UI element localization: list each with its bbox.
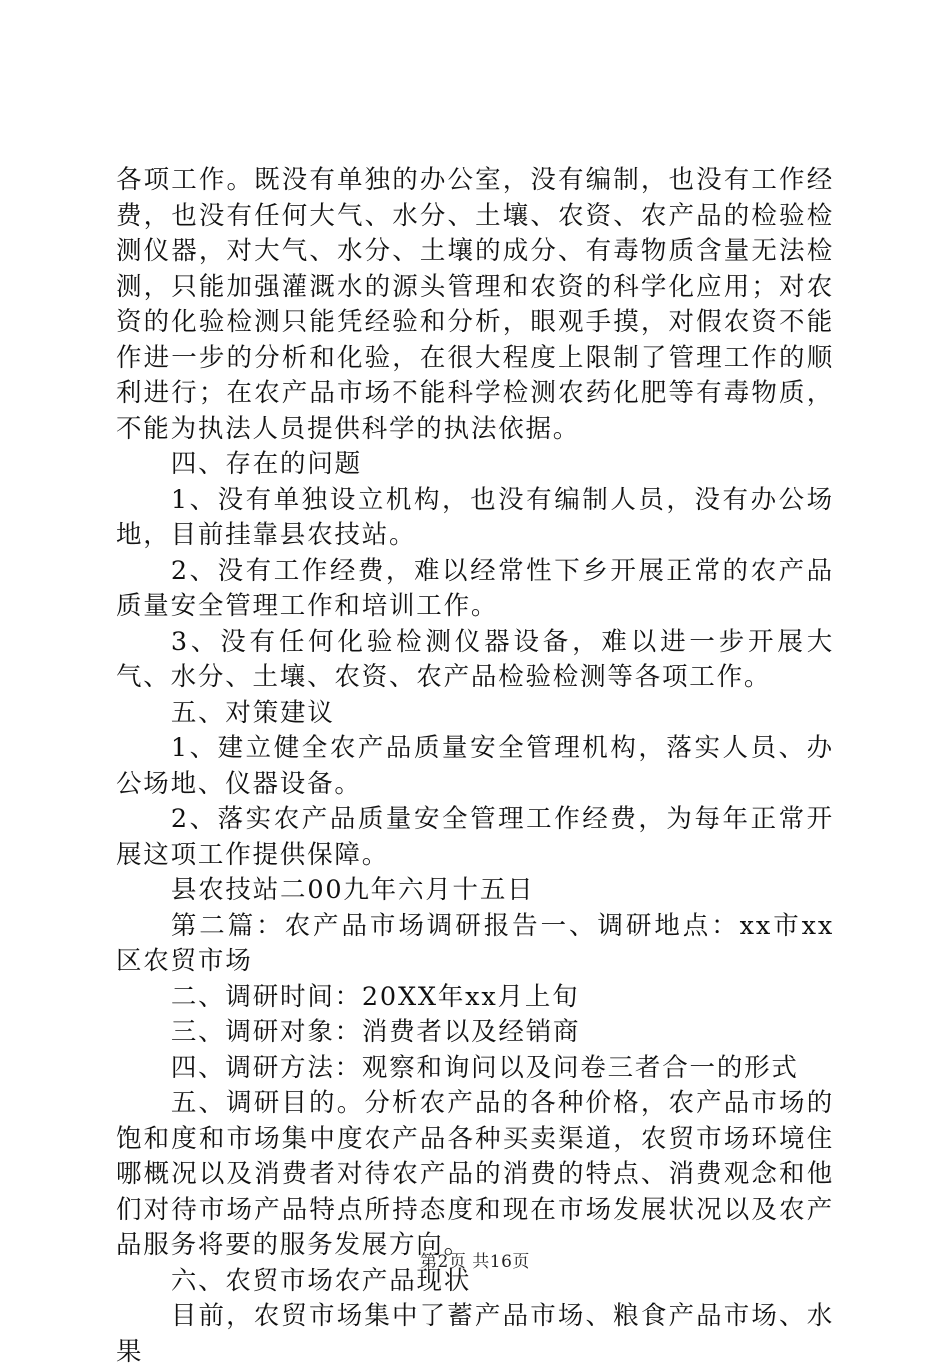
list-item: 1、没有单独设立机构，也没有编制人员，没有办公场地，目前挂靠县农技站。	[116, 484, 834, 550]
list-item: 1、建立健全农产品质量安全管理机构，落实人员、办公场地、仪器设备。	[116, 733, 834, 799]
section-heading: 四、存在的问题	[170, 449, 362, 479]
paragraph: 三、调研对象：消费者以及经销商	[170, 1017, 581, 1047]
list-item: 3、没有任何化验检测仪器设备，难以进一步开展大气、水分、土壤、农资、农产品检验检测等各项工作。	[116, 626, 834, 692]
section-heading: 六、农贸市场农产品现状	[170, 1265, 472, 1296]
list-item: 2、没有工作经费，难以经常性下乡开展正常的农产品质量安全管理工作和培训工作。	[116, 555, 834, 621]
paragraph: 五、调研目的。分析农产品的各种价格，农产品市场的饱和度和市场集中度农产品各种买卖渠道，农贸市场环境住哪概况以及消费者对待农产品的消费的特点、消费观念和他们对待市场产品特点所持态度和现在市场发展状况以及农产品服务将要的服务发展方向。	[116, 1088, 834, 1260]
paragraph: 各项工作。既没有单独的办公室，没有编制，也没有工作经费，也没有任何大气、水分、土壤、农资、农产品的检验检测仪器，对大气、水分、土壤的成分、有毒物质含量无法检测，只能加强灌溉水的源头管理和农资的科学化应用；对农资的化验检测只能凭经验和分析，眼观手摸，对假农资不能作进一步的分析和化验，在很大程度上限制了管理工作的顺利进行；在农产品市场不能科学检测农药化肥等有毒物质，不能为执法人员提供科学的执法依据。	[116, 165, 834, 444]
page-number-footer: 第2页 共16页	[420, 1252, 530, 1272]
paragraph: 目前，农贸市场集中了蓄产品市场、粮食产品市场、水果	[116, 1301, 834, 1367]
section-heading: 第二篇：农产品市场调研报告一、调研地点：xx市xx区农贸市场	[116, 910, 834, 976]
paragraph: 四、调研方法：观察和询问以及问卷三者合一的形式	[170, 1052, 799, 1083]
document-body	[116, 163, 834, 1370]
paragraph: 二、调研时间：20XX年xx月上旬	[170, 981, 580, 1012]
list-item: 2、落实农产品质量安全管理工作经费，为每年正常开展这项工作提供保障。	[116, 804, 834, 870]
signature-line: 县农技站二00九年六月十五日	[170, 875, 535, 905]
section-heading: 五、对策建议	[170, 697, 335, 728]
